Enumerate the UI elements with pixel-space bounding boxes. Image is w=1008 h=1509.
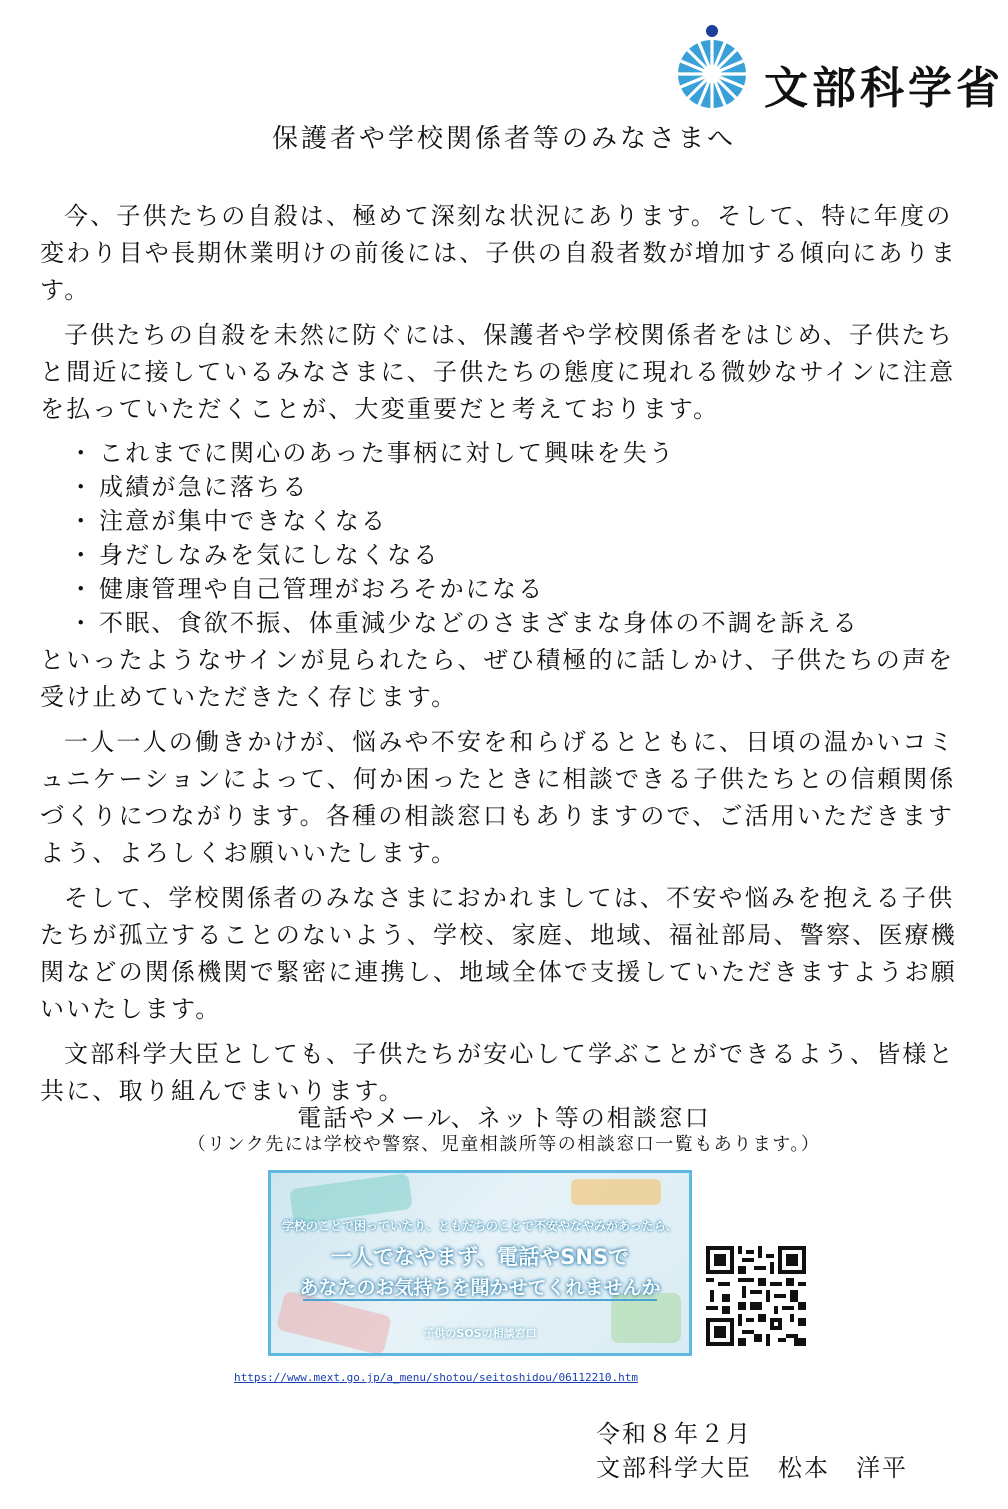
- banner-headline: あなたのお気持ちを聞かせてくれませんか: [299, 1277, 661, 1299]
- list-item: ・ 不眠、食欲不振、体重減少などのさまざまな身体の不調を訴える: [68, 609, 859, 637]
- signs-list: [40, 436, 970, 640]
- paragraph: といったようなサインが見られたら、ぜひ積極的に話しかけ、子供たちの声を受け止めていただきたく存じます。: [40, 646, 955, 711]
- list-item: ・ 身だしなみを気にしなくなる: [68, 541, 440, 569]
- paragraph: 子供たちの自殺を未然に防ぐには、保護者や学校関係者をはじめ、子供たちと間近に接しているみなさまに、子供たちの態度に現れる微妙なサインに注意を払っていただくことが、大変重要だと考えております。: [40, 321, 956, 423]
- contact-heading: 電話やメール、ネット等の相談窓口: [297, 1104, 711, 1132]
- list-item: ・ 健康管理や自己管理がおろそかになる: [68, 575, 545, 603]
- paragraph: 文部科学大臣としても、子供たちが安心して学ぶことができるよう、皆様と共に、取り組んでまいります。: [40, 1040, 955, 1105]
- letter-body: [40, 198, 970, 1118]
- list-item: ・ これまでに関心のあった事柄に対して興味を失う: [68, 439, 676, 467]
- banner-decoration: [571, 1179, 661, 1205]
- signature: 文部科学大臣 松本 洋平: [596, 1454, 908, 1482]
- logo-text: 文部科学省: [764, 63, 1004, 114]
- list-item: ・ 成績が急に落ちる: [68, 473, 309, 501]
- list-item: ・ 注意が集中できなくなる: [68, 507, 388, 535]
- paragraph: そして、学校関係者のみなさまにおかれましては、不安や悩みを抱える子供たちが孤立することのないよう、学校、家庭、地域、福祉部局、警察、医療機関などの関係機関で緊密に連携し、地域全体で支援していただきますようお願いいたします。: [40, 884, 957, 1023]
- banner-rule: [303, 1299, 657, 1301]
- banner-line: 学校のことで困っていたり、ともだちのことで不安やなやみがあったら、: [282, 1219, 678, 1233]
- mext-logo: [672, 22, 1004, 114]
- page-title: 保護者や学校関係者等のみなさまへ: [271, 124, 736, 154]
- qr-code-icon[interactable]: [706, 1246, 806, 1346]
- contact-link[interactable]: https://www.mext.go.jp/a_menu/shotou/seitoshidou/06112210.htm: [234, 1371, 638, 1384]
- paragraph: 一人一人の働きかけが、悩みや不安を和らげるとともに、日頃の温かいコミュニケーションによって、何か困ったときに相談できる子供たちとの信頼関係づくりにつながります。各種の相談窓口もありますので、ご活用いただきますよう、よろしくお願いいたします。: [40, 728, 956, 867]
- banner-caption: 子供のSOSの相談窓口: [423, 1327, 537, 1340]
- sos-banner[interactable]: [268, 1170, 692, 1356]
- banner-headline: 一人でなやまず、電話やSNSで: [330, 1245, 630, 1269]
- date: 令和８年２月: [596, 1420, 752, 1448]
- paragraph: 今、子供たちの自殺は、極めて深刻な状況にあります。そして、特に年度の変わり目や長期休業明けの前後には、子供の自殺者数が増加する傾向にあります。: [40, 202, 957, 304]
- mext-emblem-icon: [672, 22, 762, 112]
- contact-note: （リンク先には学校や警察、児童相談所等の相談窓口一覧もあります。）: [187, 1134, 821, 1155]
